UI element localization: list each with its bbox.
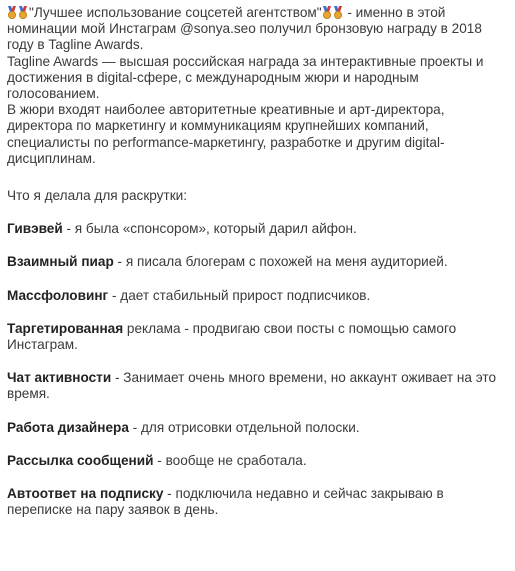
item-title: Гивэвей — [7, 221, 63, 237]
item-text: - для отрисовки отдельной полоски. — [128, 419, 360, 435]
item-title: Таргетированная — [7, 320, 124, 336]
list-item — [7, 453, 507, 469]
award-paragraph — [7, 5, 507, 54]
item-text: - дает стабильный прирост подписчиков. — [108, 287, 371, 303]
bronze-medal-icon — [7, 6, 17, 19]
item-title: Работа дизайнера — [7, 419, 129, 435]
item-text: - подключила недавно и сейчас закрываю в переписке на пару заявок в день. — [7, 486, 444, 518]
list-item — [7, 254, 507, 270]
item-title: Массфоловинг — [7, 287, 109, 303]
list-item — [7, 288, 507, 304]
tagline-description: Tagline Awards — высшая российская награда за интерактивные проекты и достижения в digital-сфере, с международным жюри и народным голосованием. — [7, 53, 484, 102]
list-item — [7, 370, 507, 402]
item-text: - Занимает очень много времени, но аккаунт оживает на это время. — [7, 370, 497, 402]
list-item — [7, 221, 507, 237]
award-tail: - именно в этой номинации мой Инстаграм @sonya.seo получил бронзовую награду в 2018 году в Tagline Awards. — [7, 5, 482, 53]
item-text: - я писала блогерам с похожей на меня аудиторией. — [113, 254, 448, 270]
intro-block — [7, 5, 507, 167]
item-text: реклама - продвигаю свои посты с помощью самого Инстаграм. — [7, 320, 457, 353]
item-title: Чат активности — [7, 370, 112, 386]
list-item — [7, 420, 507, 436]
item-text: - я была «спонсором», который дарил айфон. — [62, 221, 357, 237]
item-title: Взаимный пиар — [7, 254, 114, 270]
list-item — [7, 321, 507, 353]
award-quote: "Лучшее использование соцсетей агентством" — [29, 5, 322, 20]
item-title: Автоответ на подписку — [7, 486, 164, 502]
bronze-medal-icon — [18, 6, 28, 19]
promo-lead: Что я делала для раскрутки: — [7, 188, 188, 204]
bronze-medal-icon — [333, 6, 343, 19]
promo-list — [7, 221, 507, 518]
bronze-medal-icon — [322, 6, 332, 19]
item-title: Рассылка сообщений — [7, 452, 154, 468]
list-item — [7, 486, 507, 518]
jury-description: В жюри входят наиболее авторитетные креативные и арт-директора, директора по маркетингу и коммуникациям крупнейших компаний, специалисты по performance-маркетингу, разработке и другим digital-дисциплинам. — [7, 102, 445, 166]
item-text: - вообще не сработала. — [153, 452, 307, 468]
